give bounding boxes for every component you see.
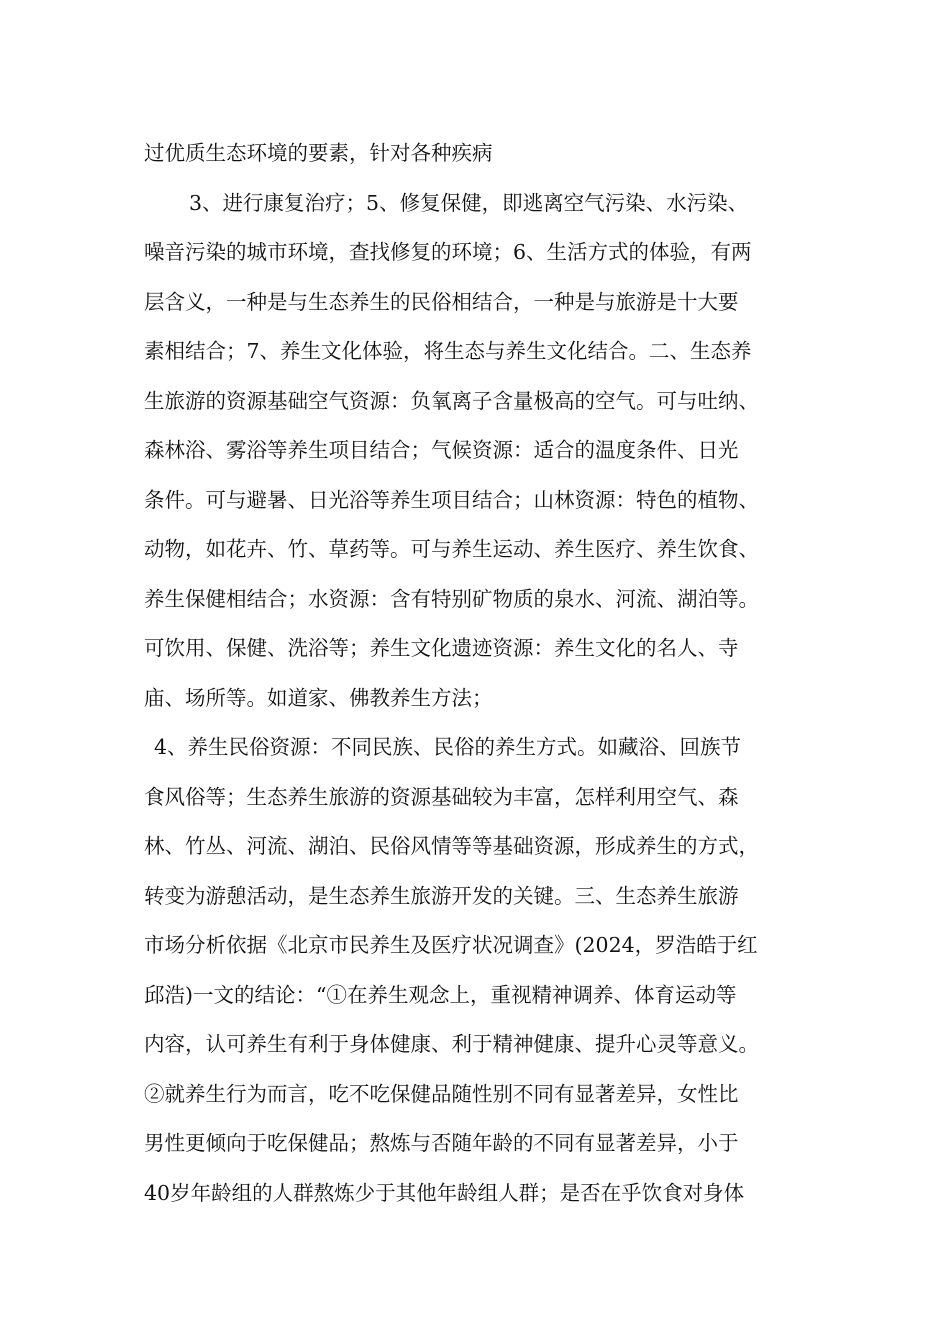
text-line: 生旅游的资源基础空气资源：负氧离子含量极高的空气。可与吐纳、	[144, 388, 759, 413]
text-line: 动物，如花卉、竹、草药等。可与养生运动、养生医疗、养生饮食、	[144, 537, 759, 561]
text-line: 条件。可与避暑、日光浴等养生项目结合；山林资源：特色的植物、	[144, 487, 759, 512]
text-line: 林、竹丛、河流、湖泊、民俗风情等等基础资源，形成养生的方式，	[144, 834, 759, 858]
text-line: 男性更倾向于吃保健品；熬炼与否随年龄的不同有显著差异，小于	[144, 1131, 739, 1155]
text-line: 食风俗等；生态养生旅游的资源基础较为丰富，怎样利用空气、森	[144, 784, 739, 809]
document-body	[144, 133, 844, 1222]
text-line: 邱浩)一文的结论：“①在养生观念上，重视精神调养、体育运动等	[144, 982, 737, 1007]
text-line: 素相结合；7、养生文化体验，将生态与养生文化结合。二、生态养	[144, 339, 752, 363]
text-line: 养生保健相结合；水资源：含有特别矿物质的泉水、河流、湖泊等。	[144, 586, 759, 611]
text-line: 转变为游憩活动，是生态养生旅游开发的关键。三、生态养生旅游	[144, 883, 739, 908]
text-line: ②就养生行为而言，吃不吃保健品随性别不同有显著差异，女性比	[144, 1081, 739, 1106]
text-line: 森林浴、雾浴等养生项目结合；气候资源：适合的温度条件、日光	[144, 438, 739, 462]
text-line: 可饮用、保健、洗浴等；养生文化遗迹资源：养生文化的名人、寺	[144, 636, 739, 660]
text-line: 庙、场所等。如道家、佛教养生方法；	[144, 685, 493, 710]
text-line: 内容，认可养生有利于身体健康、利于精神健康、提升心灵等意义。	[144, 1032, 759, 1056]
text-line: 4、养生民俗资源：不同民族、民俗的养生方式。如藏浴、回族节	[154, 735, 742, 759]
text-line: 3、进行康复治疗；5、修复保健，即逃离空气污染、水污染、	[189, 190, 749, 215]
text-line: 层含义，一种是与生态养生的民俗相结合，一种是与旅游是十大要	[144, 289, 739, 314]
text-line: 40岁年龄组的人群熬炼少于其他年龄组人群；是否在乎饮食对身体	[144, 1180, 745, 1205]
text-line: 市场分析依据《北京市民养生及医疗状况调查》(2024，罗浩皓于红	[144, 933, 758, 957]
text-line: 过优质生态环境的要素，针对各种疾病	[144, 141, 493, 165]
text-line: 噪音污染的城市环境，查找修复的环境；6、生活方式的体验，有两	[144, 240, 752, 264]
